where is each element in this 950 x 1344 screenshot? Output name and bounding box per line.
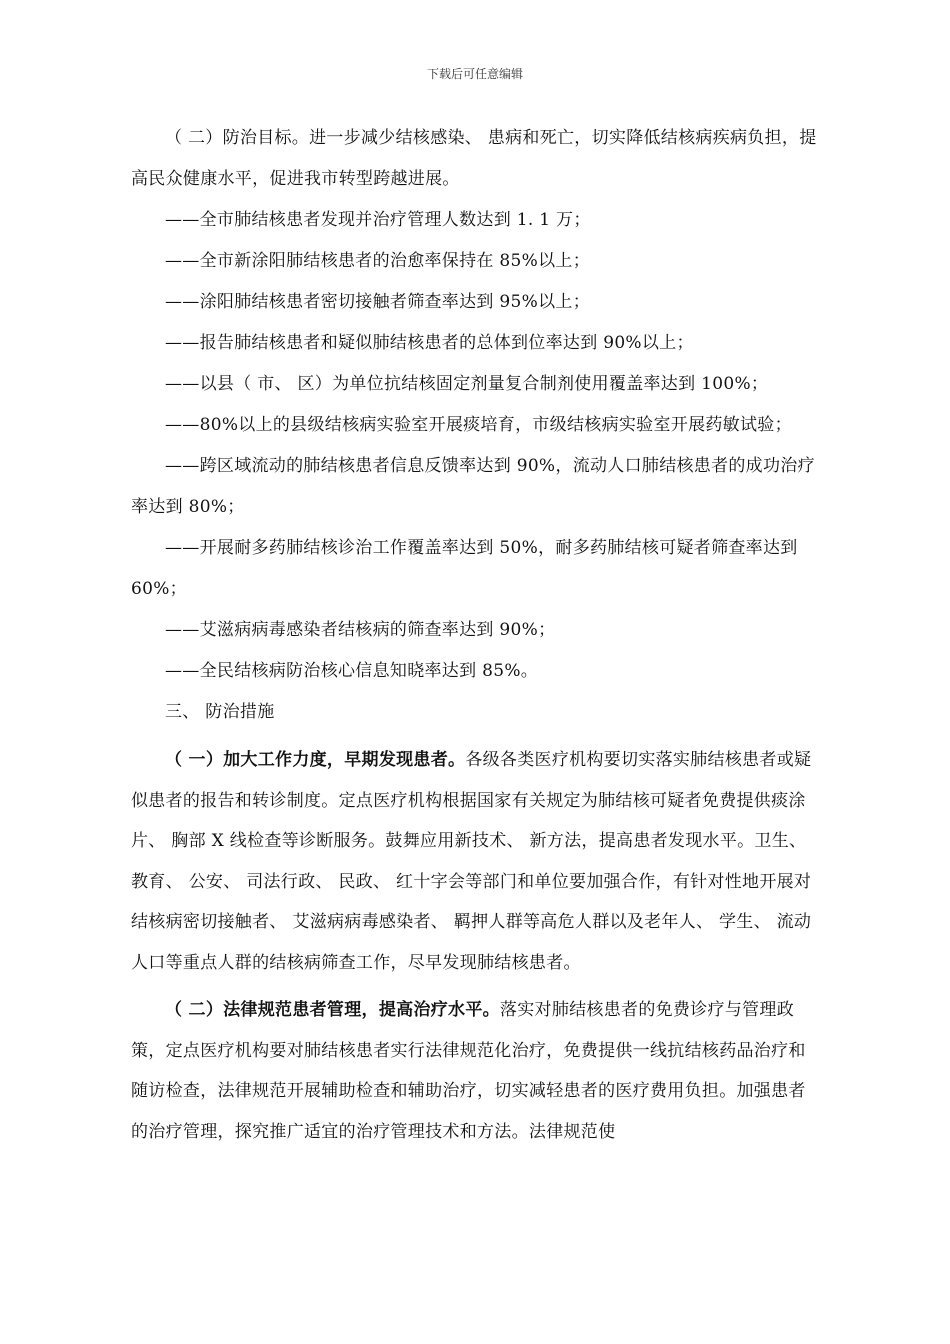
target-item: ——报告肺结核患者和疑似肺结核患者的总体到位率达到 90%以上； <box>165 333 694 353</box>
section-heading: 三、 防治措施 <box>165 702 275 722</box>
measure-2-paragraph <box>131 990 821 1152</box>
measure-1-body: 各级各类医疗机构要切实落实肺结核患者或疑似患者的报告和转诊制度。定点医疗机构根据国家有关规定为肺结核可疑者免费提供痰涂片、 胸部 X 线检查等诊断服务。鼓舞应用新技术、 新方法，提高患者发现水平。卫生、 教育、 公安、 司法行政、 民政、 红十字会等部门和单位要加强合作，有针对性地开展对结核病密切接触者、 艾滋病病毒感染者、 羁押人群等高危人群以及老年人、 学生、 流动人口等重点人群的结核病筛查工作，尽早发现肺结核患者。 <box>131 750 812 973</box>
measure-1-title: （ 一）加大工作力度，早期发现患者。 <box>165 750 466 770</box>
goal-paragraph: （ 二）防治目标。进一步减少结核感染、 患病和死亡，切实降低结核病疾病负担，提高民众健康水平，促进我市转型跨越进展。 <box>131 128 817 189</box>
target-item: ——开展耐多药肺结核诊治工作覆盖率达到 50%，耐多药肺结核可疑者筛查率达到 60%； <box>131 538 798 599</box>
measure-1-paragraph <box>131 740 821 983</box>
measure-2-body: 落实对肺结核患者的免费诊疗与管理政策，定点医疗机构要对肺结核患者实行法律规范化治疗，免费提供一线抗结核药品治疗和随访检查，法律规范开展辅助检查和辅助治疗，切实减轻患者的医疗费用负担。加强患者的治疗管理，探究推广适宜的治疗管理技术和方法。法律规范使 <box>131 1000 806 1142</box>
document-body <box>131 118 821 1152</box>
target-item: ——全市肺结核患者发现并治疗管理人数达到 1. 1 万； <box>165 210 591 230</box>
target-item: ——全市新涂阳肺结核患者的治愈率保持在 85%以上； <box>165 251 590 271</box>
target-item: ——涂阳肺结核患者密切接触者筛查率达到 95%以上； <box>165 292 590 312</box>
target-item: ——以县（ 市、 区）为单位抗结核固定剂量复合制剂使用覆盖率达到 100%； <box>165 374 769 394</box>
target-item: ——艾滋病病毒感染者结核病的筛查率达到 90%； <box>165 620 556 640</box>
page-header: 下载后可任意编辑 <box>426 67 523 81</box>
measure-2-title: （ 二）法律规范患者管理，提高治疗水平。 <box>165 1000 500 1020</box>
target-item: ——跨区域流动的肺结核患者信息反馈率达到 90%，流动人口肺结核患者的成功治疗率达到 80%； <box>131 456 815 517</box>
target-item: ——80%以上的县级结核病实验室开展痰培育，市级结核病实验室开展药敏试验； <box>165 415 792 435</box>
target-item: ——全民结核病防治核心信息知晓率达到 85%。 <box>165 661 539 681</box>
